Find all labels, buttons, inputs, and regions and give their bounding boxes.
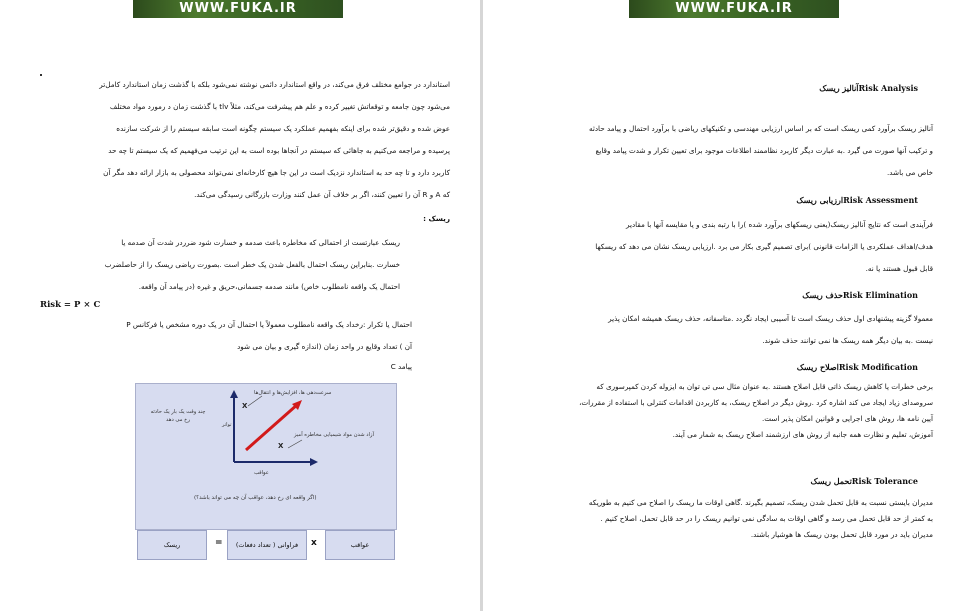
text-line: خسارت .بنابراین ریسک احتمال بالفعل شدن یک خطر است .بصورت ریاضی ریسک را از حاصلضرب [104, 260, 400, 269]
paragraph-risk-definition [40, 236, 400, 294]
text-line: آیین نامه ها، روش های اجرایی و قوانین امکان پذیر است. [761, 414, 933, 423]
left-page [0, 0, 480, 611]
times-sign: x [311, 538, 317, 548]
diagram-text-right: آزاد شدن مواد شیمیایی مخاطره آمیز [294, 432, 374, 438]
text-line: نیست .به بیان دیگر همه ریسک ها نمی توانند حذف شوند. [762, 336, 933, 345]
paragraph-standards [40, 78, 450, 202]
text-line: خاص می باشد. [886, 168, 933, 177]
y-axis-label: تواتر [222, 422, 232, 428]
consequence-box: عواقب [325, 530, 395, 560]
section-risk-assessment [523, 218, 933, 276]
site-banner-left: WWW.FUKA.IR [133, 0, 343, 18]
text-line: هدف/اهداف عملکردی یا الزامات قانونی )برای تصمیم گیری بکار می برد .ارزیابی ریسک نشان می دهد که ریسکها [595, 242, 933, 251]
pointer-line-top [248, 396, 262, 406]
y-axis-arrow [230, 390, 238, 398]
text-line: کاربرد دارد و تا چه حد به استاندارد نزدیک است در این جا هیچ کارخانه‌ای نمی‌تواند محصولی به بازار ارائه دهد مگر آن [103, 168, 450, 177]
risk-label: ریسک : [423, 214, 450, 223]
text-line: به کمتر از حد قابل تحمل می رسد و گاهی اوقات به سادگی نمی توانیم ریسک را در حد قابل تحمل، اصلاح کنیم . [600, 514, 933, 523]
marker-bottom: X [278, 442, 284, 450]
diagram-text-top: سرعت‌دهی ها، افزایش‌ها و انتقال‌ها [254, 390, 332, 396]
diagram-graphic [136, 384, 396, 529]
section-risk-analysis [523, 122, 933, 180]
pointer-line-right [288, 440, 302, 448]
section-risk-tolerance [523, 496, 933, 542]
heading-risk-modification: Risk Modificationاصلاح ریسک [796, 362, 918, 372]
site-banner-right: WWW.FUKA.IR [629, 0, 839, 18]
text-line: و ترکیب آنها صورت می گیرد .به عبارت دیگر کاربرد نظاممند اطلاعات موجود برای تعیین تکرار و شدت پیامد وقایع [595, 146, 933, 155]
text-line: که A و R آن را تعیین کنند، اگر بر خلاف آن عمل کنند وزارت بازرگانی رسیدگی می‌کند. [194, 190, 450, 199]
text-line: سروصدای زیاد ایجاد می کند اشاره کرد .روش دیگر در اصلاح ریسک، به کاربردن اقدامات کنترلی با استفاده از مقررات، [579, 398, 933, 407]
risk-formula: Risk = P × C [40, 300, 101, 310]
risk-diagram [135, 383, 397, 530]
text-line: می‌شود چون جامعه و توقعاتش تغییر کرده و علم هم پیشرفت می‌کند، مثلاً tlv با گذشت زمان د رمورد مواد مختلف [109, 102, 450, 111]
text-line: آموزش، تعلیم و نظارت همه جانبه از روش های ارزشمند اصلاح ریسک به شمار می آیند. [672, 430, 933, 439]
stray-dot [40, 74, 42, 76]
text-line: ریسک عبارتست از احتمالی که مخاطره باعث صدمه و خسارت شود ضرردر شدت آن صدمه یا [121, 238, 400, 247]
risk-trend-arrow [246, 404, 298, 450]
frequency-box: فراوانی ( تعداد دفعات) [227, 530, 307, 560]
heading-risk-analysis: Risk Analysisآنالیز ریسک [819, 83, 918, 93]
heading-risk-tolerance: Risk Toleranceتحمل ریسک [810, 476, 918, 486]
text-line: مدیران باید در مورد قابل تحمل بودن ریسک ها هوشیار باشند. [750, 530, 933, 539]
paragraph-probability [40, 318, 412, 374]
diagram-text-left: چند وقت یک بار یک حادثه رخ می دهد [150, 409, 206, 423]
text-line: قابل قبول هستند یا نه. [865, 264, 933, 273]
marker-top: X [242, 402, 248, 410]
text-line: برخی خطرات یا کاهش ریسک ذاتی قابل اصلاح هستند .به عنوان مثال سی تی توان به ایزوله کردن کمپرسوری که [596, 382, 933, 391]
risk-box: ریسک [137, 530, 207, 560]
text-line: مدیران بایستی نسبت به قابل تحمل شدن ریسک، تصمیم بگیرند .گاهی اوقات ما ریسک را اصلاح می کنیم به طوریکه [588, 498, 933, 507]
text-line: عوض شده و دقیق‌تر شده برای اینکه بفهمیم عملکرد یک سیستم چگونه است سابقه سیستم را از شرکت سازنده [116, 124, 450, 133]
formula-boxes [135, 530, 395, 560]
text-line: آن ) تعداد وقایع در واحد زمان (اندازه گیری و بیان می شود [237, 342, 412, 351]
x-axis-label: عواقب [254, 470, 269, 476]
heading-risk-assessment: Risk Assessmentارزیابی ریسک [796, 195, 918, 205]
text-line: معمولا گزینه پیشنهادی اول حذف ریسک است تا آسیبی ایجاد نگردد .متاسفانه، حذف ریسک همیشه امکان پذیر [608, 314, 933, 323]
section-risk-modification [523, 380, 933, 442]
text-line: پرسیده و مراجعه می‌کنیم به جاهائی که سیستم در آنجاها بوده است به این ترتیب می‌فهمیم که یک سیستم تا چه حد [108, 146, 450, 155]
heading-risk-elimination: Risk Eliminationحذف ریسک [802, 290, 918, 300]
text-line: احتمال یک واقعه نامطلوب خاص) مانند صدمه جسمانی،حریق و غیره (در پیامد آن واقعه. [138, 282, 400, 291]
text-line: فرآیندی است که نتایج آنالیز ریسک(یعنی ریسکهای برآورد شده )را با رتبه بندی و یا مقایسه آنها با مقادیر [625, 220, 933, 229]
diagram-caption: (اگر واقعه ای رخ دهد، عواقب آن چه می تواند باشد؟) [194, 495, 317, 501]
right-page [483, 0, 963, 611]
x-axis-arrow [310, 458, 318, 466]
text-line: آنالیز ریسک برآورد کمی ریسک است که بر اساس ارزیابی مهندسی و تکنیکهای ریاضی با برآورد احتمال و پیامد حادثه [588, 124, 933, 133]
text-line: استاندارد در جوامع مختلف فرق می‌کند، در واقع استاندارد دائمی نوشته نمی‌شود بلکه با گذشت زمان استاندارد کامل‌تر [99, 80, 450, 89]
section-risk-elimination [523, 312, 933, 348]
text-line: پیامد C [390, 362, 412, 371]
text-line: احتمال یا تکرار :رخداد یک واقعه نامطلوب معمولاً یا احتمال آن در یک دوره مشخص یا فرکانس P [126, 320, 412, 329]
equals-sign: = [215, 538, 223, 548]
